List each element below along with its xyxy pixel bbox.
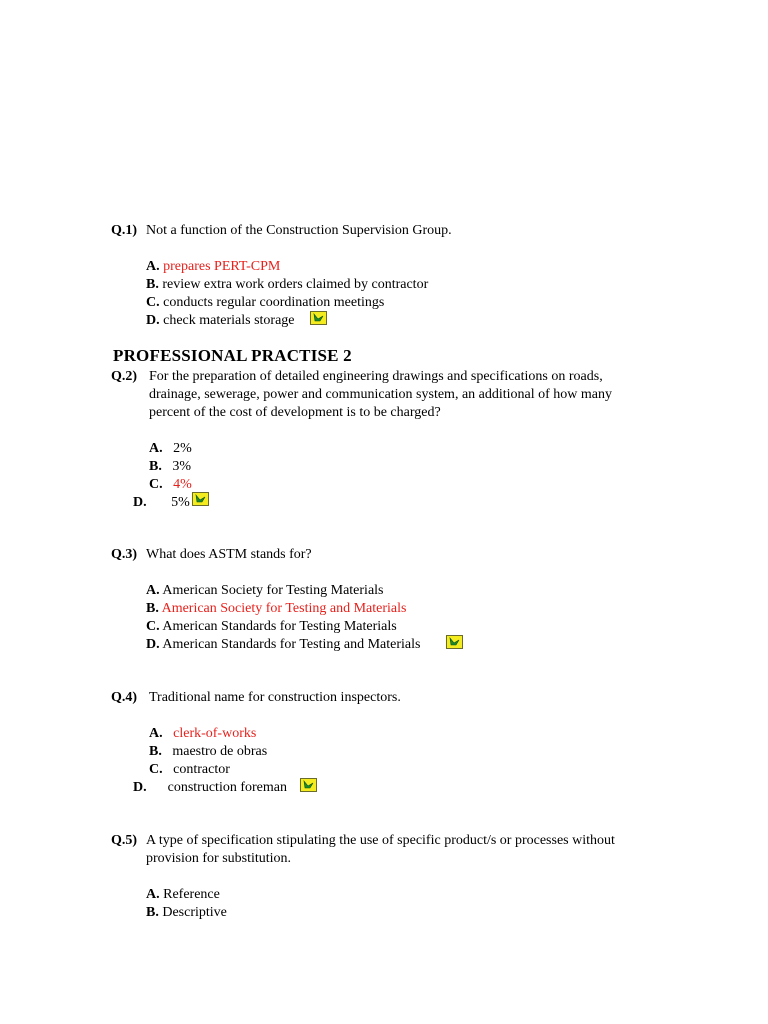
option-text: construction foreman — [167, 780, 287, 795]
option-text: 5% — [171, 495, 190, 510]
option-text-correct: American Society for Testing and Materials — [161, 601, 407, 616]
question-text: A type of specification stipulating the use of specific product/s or processes without — [146, 833, 615, 848]
option-letter: A. — [149, 441, 163, 456]
option-b — [146, 600, 406, 618]
option-d — [133, 779, 287, 797]
option-b — [149, 458, 191, 476]
option-b — [146, 276, 428, 294]
option-text: review extra work orders claimed by contractor — [162, 277, 429, 292]
option-text: check materials storage — [163, 313, 295, 328]
question-number: Q.2) — [111, 369, 138, 384]
option-b — [149, 743, 267, 761]
option-text: Reference — [163, 887, 220, 902]
option-d — [133, 494, 190, 512]
option-letter: C. — [146, 295, 160, 310]
option-letter: A. — [146, 583, 160, 598]
question-number: Q.5) — [111, 833, 138, 848]
question-text: Not a function of the Construction Supervision Group. — [146, 223, 452, 238]
option-a — [149, 725, 256, 743]
option-text: conducts regular coordination meetings — [163, 295, 385, 310]
question-number: Q.3) — [111, 547, 138, 562]
option-c — [149, 476, 192, 494]
option-letter: D. — [133, 780, 147, 795]
option-letter: B. — [149, 744, 162, 759]
option-a — [146, 258, 280, 276]
option-letter: D. — [133, 495, 147, 510]
option-letter: D. — [146, 313, 160, 328]
question-number: Q.4) — [111, 690, 138, 705]
note-arrow-icon[interactable] — [446, 635, 463, 649]
option-c — [149, 761, 230, 779]
option-text: American Standards for Testing Materials — [162, 619, 397, 634]
option-b — [146, 904, 227, 922]
option-letter: B. — [149, 459, 162, 474]
option-letter: A. — [149, 726, 163, 741]
option-text: Descriptive — [162, 905, 227, 920]
option-letter: B. — [146, 601, 159, 616]
question-text: percent of the cost of development is to be charged? — [149, 405, 441, 420]
option-letter: C. — [149, 477, 163, 492]
option-letter: A. — [146, 887, 160, 902]
option-text-correct: prepares PERT-CPM — [163, 259, 281, 274]
option-text-correct: clerk-of-works — [173, 726, 257, 741]
section-heading: PROFESSIONAL PRACTISE 2 — [113, 346, 352, 365]
option-letter: C. — [146, 619, 160, 634]
question-text: For the preparation of detailed engineering drawings and specifications on roads, — [149, 369, 603, 384]
option-text: American Society for Testing Materials — [162, 583, 384, 598]
option-letter: C. — [149, 762, 163, 777]
option-d — [146, 636, 420, 654]
option-text: contractor — [173, 762, 230, 777]
note-arrow-icon[interactable] — [310, 311, 327, 325]
option-c — [146, 618, 397, 636]
option-text: 2% — [173, 441, 192, 456]
note-arrow-icon[interactable] — [300, 778, 317, 792]
option-a — [146, 886, 220, 904]
option-text: maestro de obras — [172, 744, 268, 759]
option-letter: A. — [146, 259, 160, 274]
option-a — [146, 582, 384, 600]
option-letter: D. — [146, 637, 160, 652]
question-text: Traditional name for construction inspectors. — [149, 690, 401, 705]
option-d — [146, 312, 295, 330]
question-text: What does ASTM stands for? — [146, 547, 312, 562]
option-text: 3% — [172, 459, 192, 474]
question-number: Q.1) — [111, 223, 138, 238]
question-text: provision for substitution. — [146, 851, 292, 866]
option-a — [149, 440, 192, 458]
note-arrow-icon[interactable] — [192, 492, 209, 506]
option-letter: B. — [146, 905, 159, 920]
option-letter: B. — [146, 277, 159, 292]
option-text: American Standards for Testing and Materials — [162, 637, 421, 652]
question-text: drainage, sewerage, power and communication system, an additional of how many — [149, 387, 613, 402]
option-text-correct: 4% — [173, 477, 192, 492]
option-c — [146, 294, 384, 312]
